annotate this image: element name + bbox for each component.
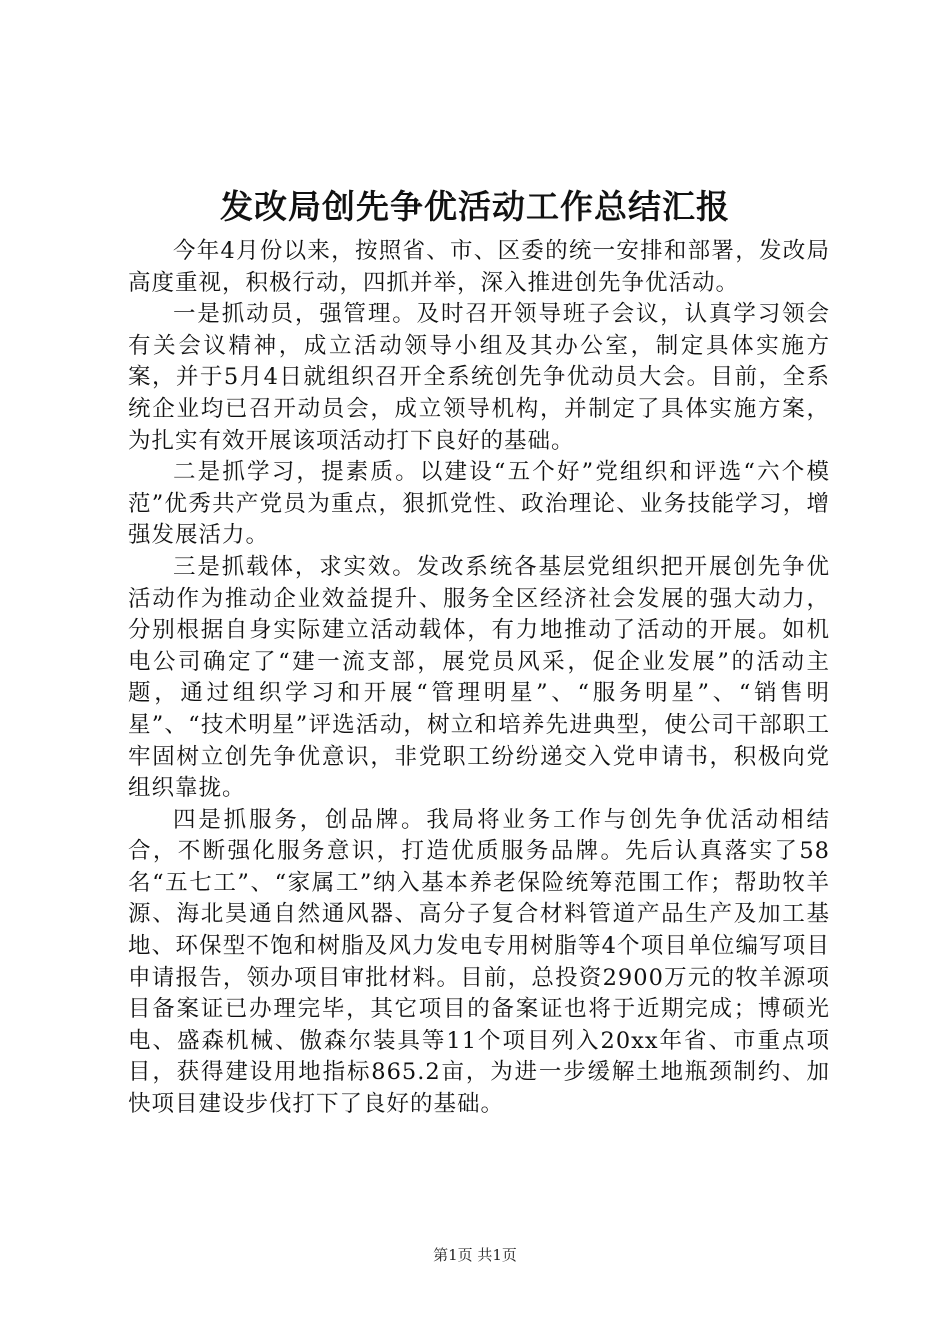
page-footer: 第1页 共1页 [433, 1246, 517, 1264]
paragraph-carrier: 三是抓载体，求实效。发改系统各基层党组织把开展创先争优活动作为推动企业效益提升、服务全区经济社会发展的强大动力，分别根据自身实际建立活动载体，有力地推动了活动的开展。如机电公司确定了“建一流支部，展党员风采，促企业发展”的活动主题，通过组织学习和开展“管理明星”、“服务明星”、“销售明星”、“技术明星”评选活动，树立和培养先进典型，使公司干部职工牢固树立创先争优意识，非党职工纷纷递交入党申请书，积极向党组织靠拢。 [128, 553, 830, 802]
paragraph-service: 四是抓服务，创品牌。我局将业务工作与创先争优活动相结合，不断强化服务意识，打造优质服务品牌。先后认真落实了58名“五七工”、“家属工”纳入基本养老保险统筹范围工作；帮助牧羊源、海北昊通自然通风器、高分子复合材料管道产品生产及加工基地、环保型不饱和树脂及风力发电专用树脂等4个项目单位编写项目申请报告，领办项目审批材料。目前，总投资2900万元的牧羊源项目备案证已办理完毕，其它项目的备案证也将于近期完成；博硕光电、盛森机械、傲森尔装具等11个项目列入20xx年省、市重点项目，获得建设用地指标865.2亩，为进一步缓解土地瓶颈制约、加快项目建设步伐打下了良好的基础。 [128, 806, 830, 1118]
paragraph-mobilization: 一是抓动员，强管理。及时召开领导班子会议，认真学习领会有关会议精神，成立活动领导小组及其办公室，制定具体实施方案，并于5月4日就组织召开全系统创先争优动员大会。目前，全系统企业均已召开动员会，成立领导机构，并制定了具体实施方案，为扎实有效开展该项活动打下良好的基础。 [128, 301, 830, 454]
document-title: 发改局创先争优活动工作总结汇报 [220, 187, 730, 226]
paragraph-intro: 今年4月份以来，按照省、市、区委的统一安排和部署，发改局高度重视，积极行动，四抓并举，深入推进创先争优活动。 [128, 238, 830, 296]
paragraph-study: 二是抓学习，提素质。以建设“五个好”党组织和评选“六个模范”优秀共产党员为重点，狠抓党性、政治理论、业务技能学习，增强发展活力。 [128, 459, 830, 549]
document-body [128, 236, 830, 1121]
